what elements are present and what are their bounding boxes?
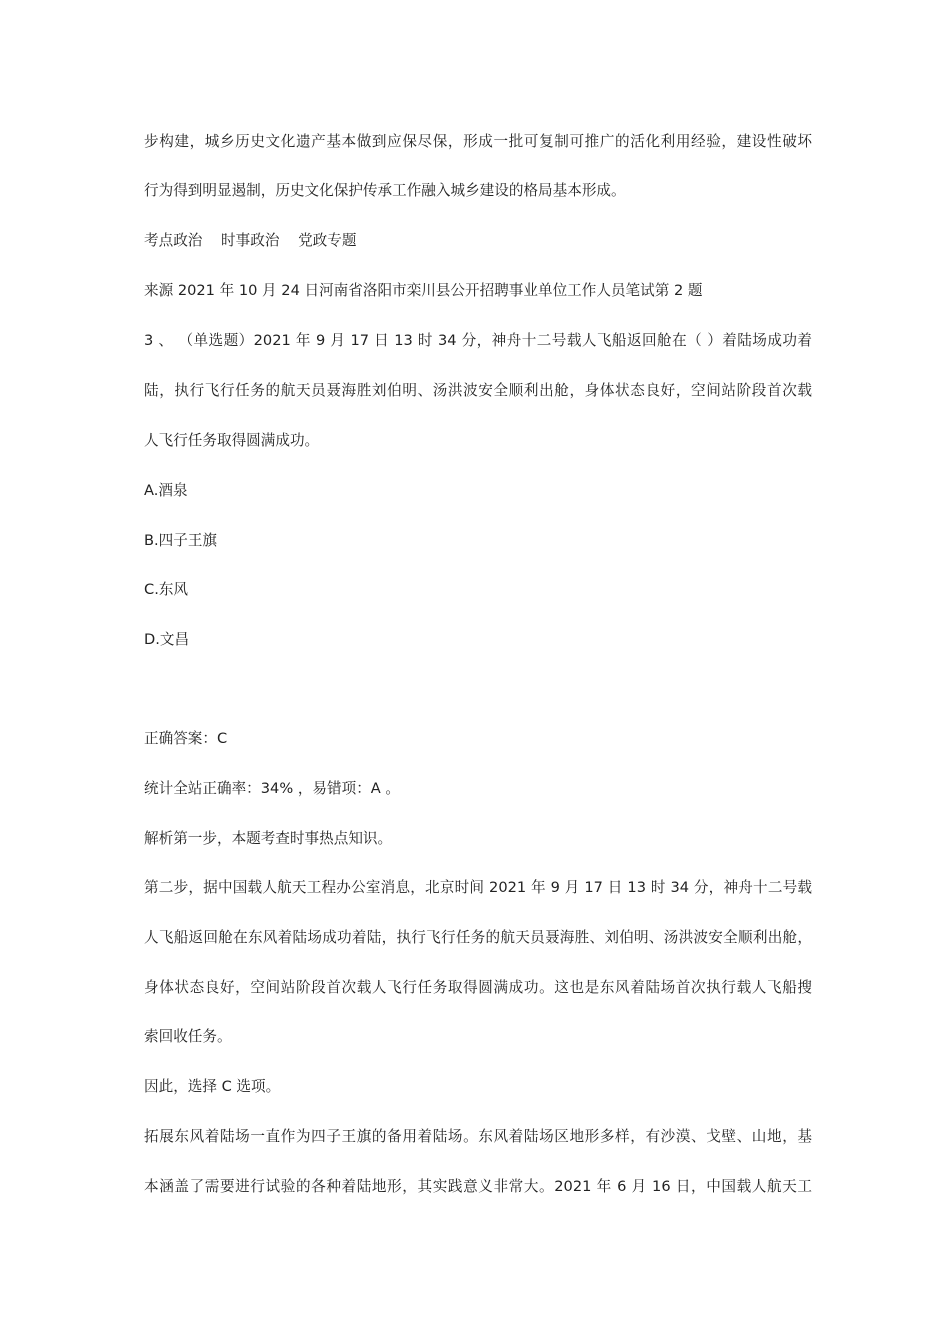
analysis-step-1: 解析第一步，本题考查时事热点知识。 [144, 830, 393, 847]
analysis-step-2-line-1: 第二步，据中国载人航天工程办公室消息，北京时间 2021 年 9 月 17 日 13 时 34 分，神舟十二号载 [144, 879, 812, 896]
answer-statistics: 统计全站正确率：34% ，易错项：A 。 [144, 780, 401, 797]
question-line-3: 人飞行任务取得圆满成功。 [144, 432, 320, 449]
intro-line-1: 步构建，城乡历史文化遗产基本做到应保尽保，形成一批可复制可推广的活化利用经验，建设性破坏 [144, 133, 812, 150]
tag-party-topic: 党政专题 [298, 232, 357, 249]
analysis-step-2-line-2: 人飞船返回舱在东风着陆场成功着陆，执行飞行任务的航天员聂海胜、刘伯明、汤洪波安全顺利出舱， [144, 929, 812, 946]
analysis-step-2-line-3: 身体状态良好，空间站阶段首次载人飞行任务取得圆满成功。这也是东风着陆场首次执行载人飞船搜 [144, 979, 812, 996]
tag-politics: 考点政治 [144, 232, 203, 249]
topic-tags [144, 231, 812, 251]
option-d: D.文昌 [144, 631, 190, 648]
option-a: A.酒泉 [144, 482, 188, 499]
tag-current-affairs: 时事政治 [221, 232, 280, 249]
option-c: C.东风 [144, 581, 189, 598]
intro-line-2: 行为得到明显遏制，历史文化保护传承工作融入城乡建设的格局基本形成。 [144, 182, 626, 199]
question-line-1: 3 、 （单选题）2021 年 9 月 17 日 13 时 34 分，神舟十二号载人飞船返回舱在（ ）着陆场成功着 [144, 332, 812, 349]
question-source: 来源 2021 年 10 月 24 日河南省洛阳市栾川县公开招聘事业单位工作人员笔试第 2 题 [144, 282, 703, 299]
analysis-conclusion: 因此，选择 C 选项。 [144, 1078, 281, 1095]
extension-line-2: 本涵盖了需要进行试验的各种着陆地形，其实践意义非常大。2021 年 6 月 16 日，中国载人航天工 [144, 1178, 812, 1195]
option-b: B.四子王旗 [144, 532, 218, 549]
question-line-2: 陆，执行飞行任务的航天员聂海胜刘伯明、汤洪波安全顺利出舱，身体状态良好，空间站阶段首次载 [144, 382, 812, 399]
analysis-step-2-line-4: 索回收任务。 [144, 1028, 232, 1045]
extension-line-1: 拓展东风着陆场一直作为四子王旗的备用着陆场。东风着陆场区地形多样，有沙漠、戈壁、山地，基 [144, 1128, 812, 1145]
correct-answer: 正确答案：C [144, 730, 228, 747]
